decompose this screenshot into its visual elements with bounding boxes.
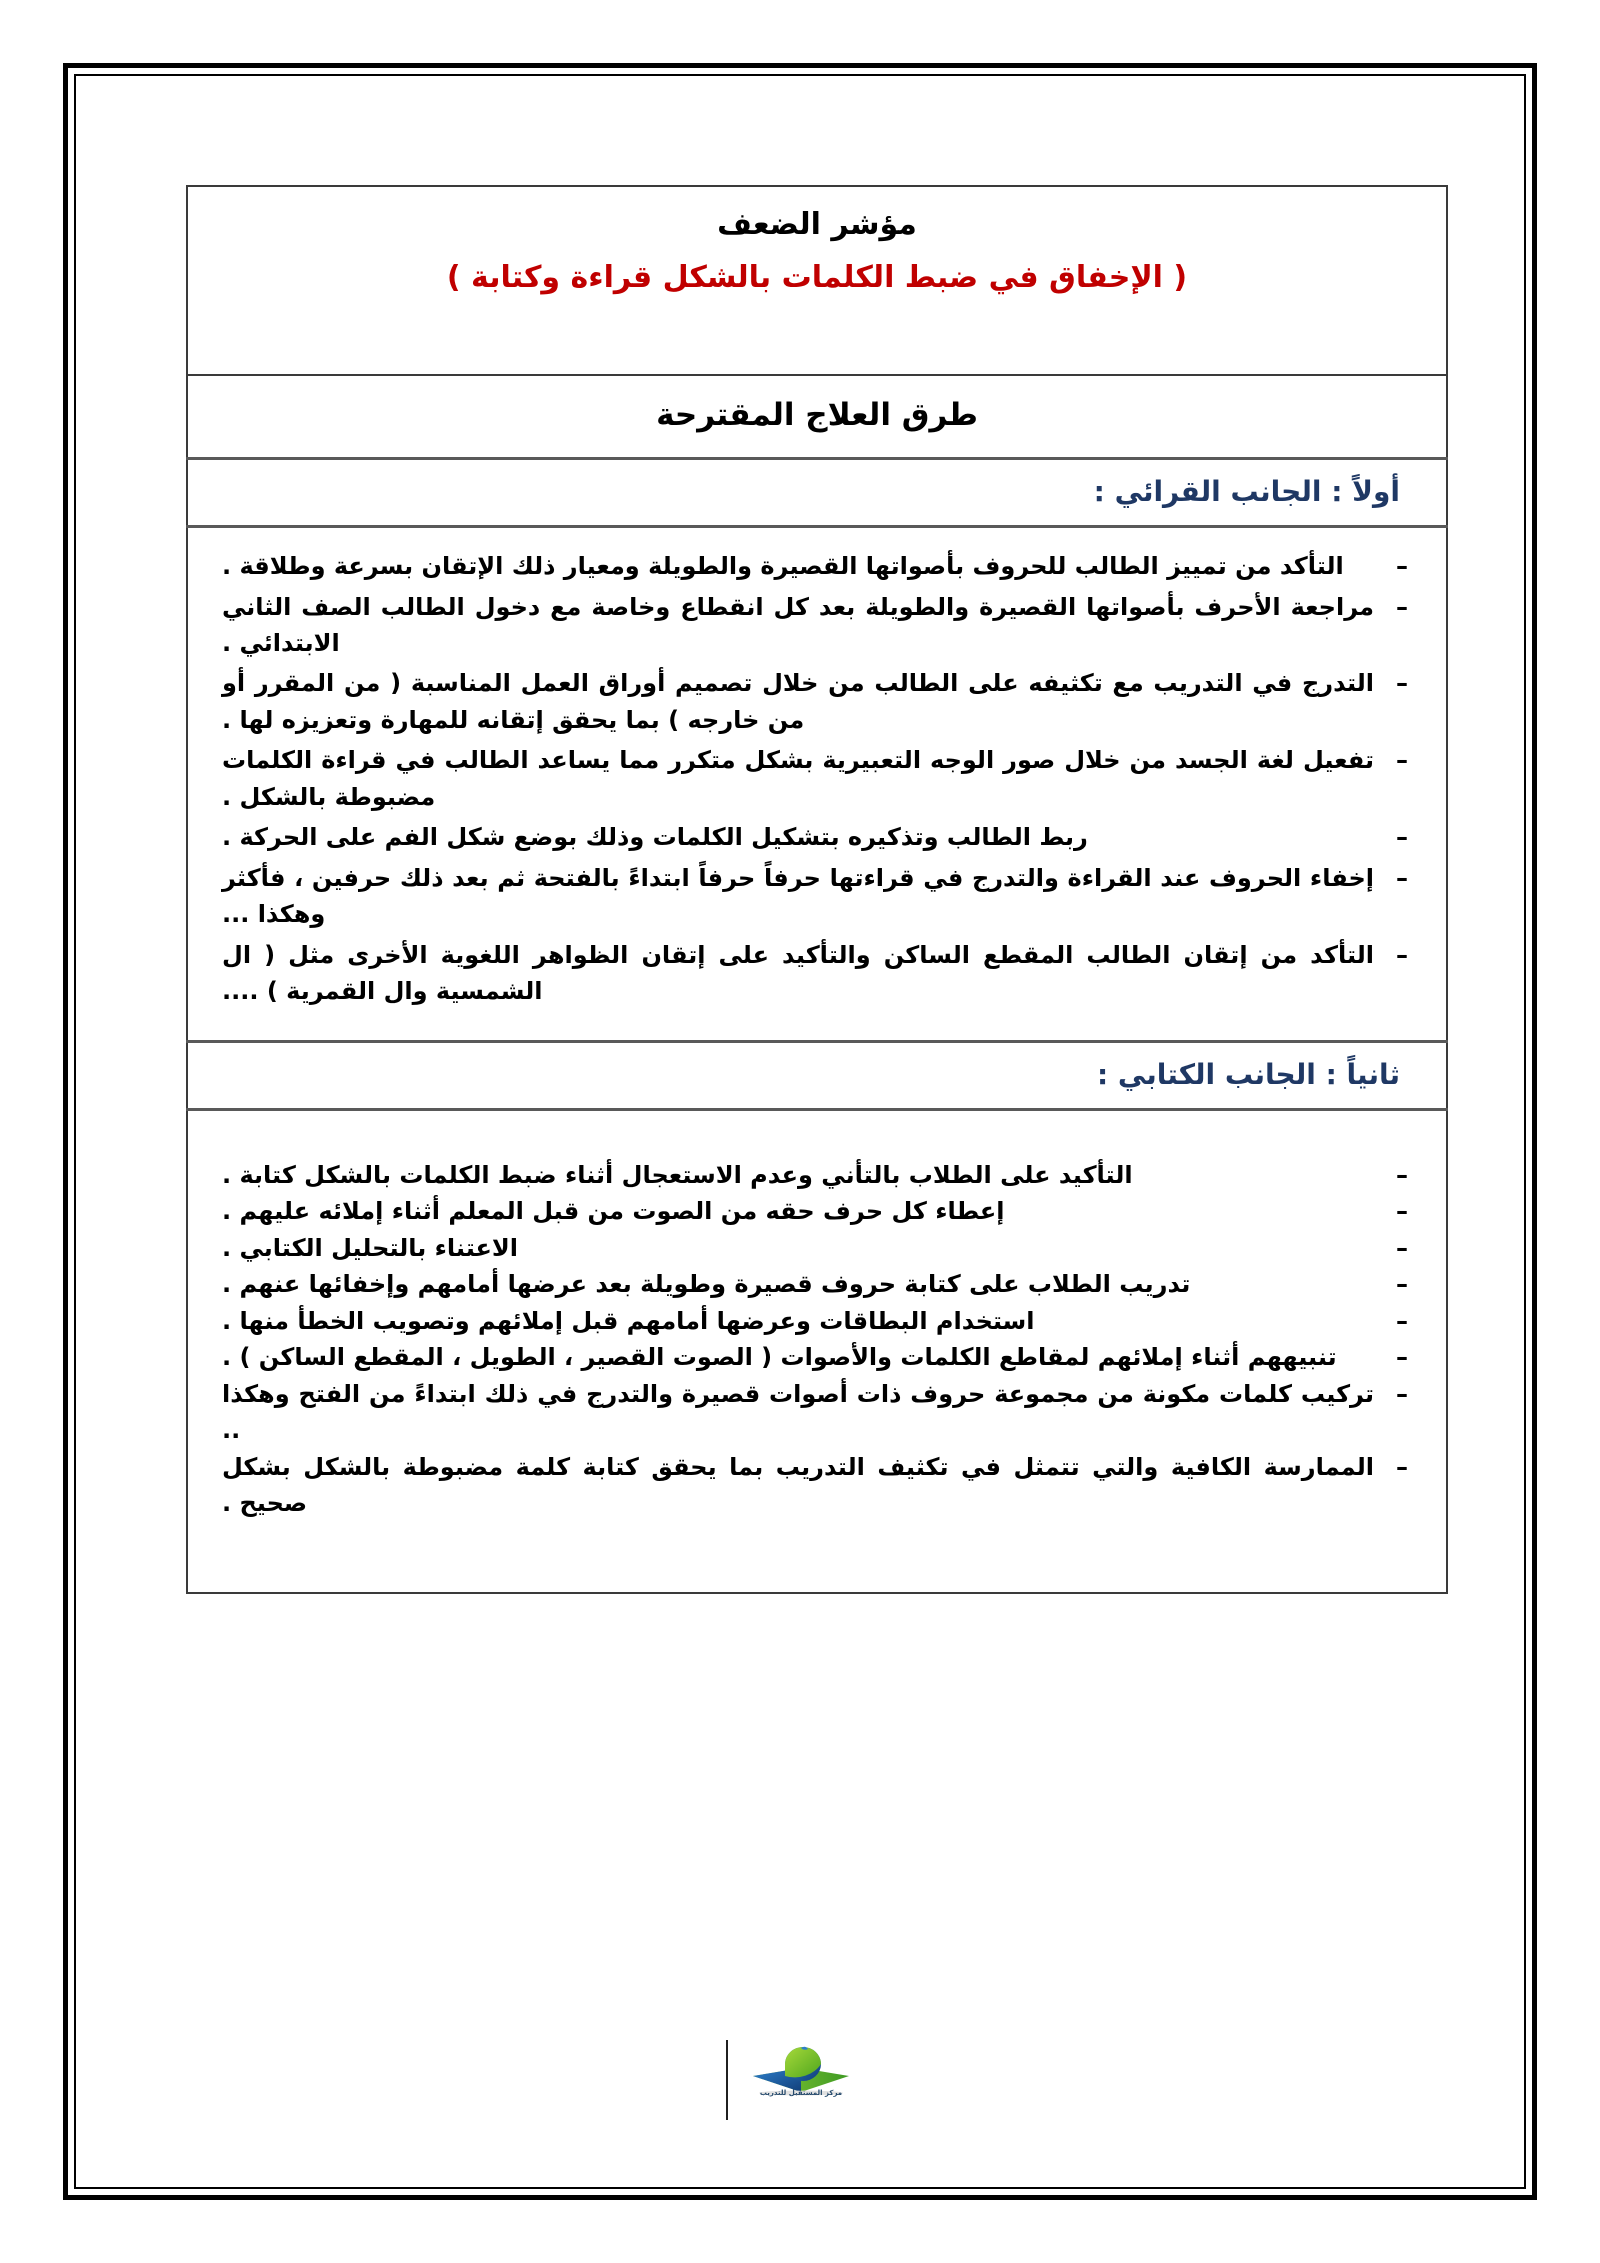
list-item: – الاعتناء بالتحليل الكتابي . xyxy=(214,1230,1416,1266)
section-body-row-reading xyxy=(187,527,1447,1042)
section-title-writing: ثانياً : الجانب الكتابي : xyxy=(1096,1057,1400,1091)
document-table xyxy=(186,185,1448,1594)
treatment-header-row xyxy=(187,375,1447,459)
logo-caption: مركز المستقبل للتدريب xyxy=(759,2089,843,2097)
list-item: – تدريب الطلاب على كتابة حروف قصيرة وطويلة بعد عرضها أمامهم وإخفائها عنهم . xyxy=(214,1266,1416,1302)
title-spacer xyxy=(208,300,1426,348)
section-heading-row-reading xyxy=(187,458,1447,526)
list-item: – تنبيههم أثناء إملائهم لمقاطع الكلمات والأصوات ( الصوت القصير ، الطويل ، المقطع الساكن ) . xyxy=(214,1339,1416,1375)
section-heading-cell-writing xyxy=(187,1041,1447,1109)
list-item: – إخفاء الحروف عند القراءة والتدرج في قراءتها حرفاً حرفاً ابتداءً بالفتحة ثم بعد ذلك حرفين ، فأكثر وهكذا ... xyxy=(214,860,1416,933)
list-item: – الممارسة الكافية والتي تتمثل في تكثيف التدريب بما يحقق كتابة كلمة مضبوطة بالشكل بشكل صحيح . xyxy=(214,1449,1416,1522)
list-item: – التأكد من تمييز الطالب للحروف بأصواتها القصيرة والطويلة ومعيار ذلك الإتقان بسرعة وطلاقة . xyxy=(214,548,1416,584)
logo-box xyxy=(726,2040,874,2120)
list-item: – التدرج في التدريب مع تكثيفه على الطالب من خلال تصميم أوراق العمل المناسبة ( من المقرر أو من خارجه ) بما يحقق إتقانه للمهارة وتعزيزه لها . xyxy=(214,665,1416,738)
title-cell xyxy=(187,186,1447,375)
bullet-list-reading xyxy=(214,548,1416,1010)
organization-logo-icon xyxy=(737,2044,865,2098)
list-item: – تركيب كلمات مكونة من مجموعة حروف ذات أصوات قصيرة والتدرج في ذلك ابتداءً من الفتح وهكذا .. xyxy=(214,1376,1416,1449)
section-heading-row-writing xyxy=(187,1041,1447,1109)
treatment-header-title: طرق العلاج المقترحة xyxy=(656,396,978,433)
section-heading-cell-reading xyxy=(187,458,1447,526)
section-body-row-writing xyxy=(187,1109,1447,1592)
page-subtitle: ( الإخفاق في ضبط الكلمات بالشكل قراءة وكتابة ) xyxy=(446,259,1188,295)
title-row xyxy=(187,186,1447,375)
list-item: – تفعيل لغة الجسد من خلال صور الوجه التعبيرية بشكل متكرر مما يساعد الطالب في قراءة الكلمات مضبوطة بالشكل . xyxy=(214,742,1416,815)
list-item: – التأكيد على الطلاب بالتأني وعدم الاستعجال أثناء ضبط الكلمات بالشكل كتابة . xyxy=(214,1157,1416,1193)
list-item: – مراجعة الأحرف بأصواتها القصيرة والطويلة بعد كل انقطاع وخاصة مع دخول الطالب الصف الثاني الابتدائي . xyxy=(214,589,1416,662)
section-body-cell-reading xyxy=(187,527,1447,1042)
section-title-reading: أولاً : الجانب القرائي : xyxy=(1093,474,1400,508)
footer-logo-area xyxy=(0,2040,1600,2120)
list-item: – ربط الطالب وتذكيره بتشكيل الكلمات وذلك بوضع شكل الفم على الحركة . xyxy=(214,819,1416,855)
list-item: – استخدام البطاقات وعرضها أمامهم قبل إملائهم وتصويب الخطأ منها . xyxy=(214,1303,1416,1339)
list-item: – التأكد من إتقان الطالب المقطع الساكن والتأكيد على إتقان الظواهر اللغوية الأخرى مثل ( ال الشمسية وال القمرية ) .... xyxy=(214,937,1416,1010)
section-body-cell-writing xyxy=(187,1109,1447,1592)
bullet-list-writing xyxy=(214,1157,1416,1522)
list-item: – إعطاء كل حرف حقه من الصوت من قبل المعلم أثناء إملائه عليهم . xyxy=(214,1193,1416,1229)
treatment-header-cell xyxy=(187,375,1447,459)
page-title: مؤشر الضعف xyxy=(717,207,917,242)
